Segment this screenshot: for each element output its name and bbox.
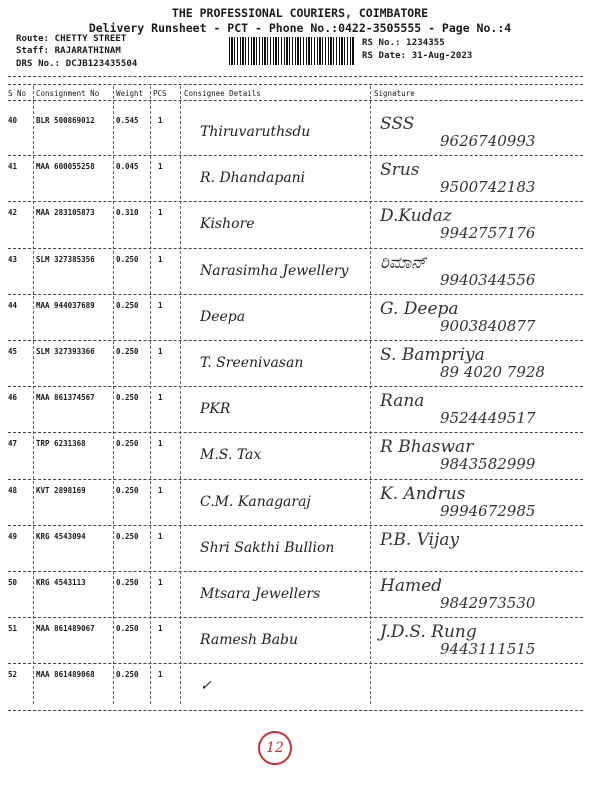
row-weight: 0.250: [116, 670, 139, 680]
row-weight: 0.045: [116, 162, 139, 172]
rs-date-label: RS Date:: [362, 51, 407, 61]
row-divider: [8, 386, 583, 387]
company-title: THE PROFESSIONAL COURIERS, COIMBATORE: [171, 6, 429, 20]
row-weight: 0.250: [116, 485, 139, 495]
row-sno: 50: [8, 578, 18, 587]
row-phone-handwritten: 9994672985: [440, 501, 536, 520]
row-divider: [8, 340, 583, 341]
row-consignee-handwritten: Ramesh Babu: [200, 632, 299, 649]
row-phone-handwritten: 9940344556: [440, 270, 536, 289]
row-consignment-no: MAA 944037689: [36, 300, 95, 310]
col-sno: S No: [8, 89, 27, 98]
row-divider: [8, 571, 583, 572]
row-signature-handwritten: J.D.S. Rung: [380, 622, 477, 643]
row-pcs: 1: [158, 624, 163, 634]
col-pcs: PCS: [153, 89, 167, 98]
row-signature-handwritten: Hamed: [380, 576, 443, 596]
row-consignment-no: SLM 327385356: [36, 254, 95, 264]
row-divider: [8, 525, 583, 526]
row-pcs: 1: [158, 485, 163, 495]
rs-date-value: 31-Aug-2023: [411, 51, 473, 61]
route-label: Route:: [16, 34, 50, 44]
table-row: [0, 343, 600, 389]
row-phone-handwritten: 9942757176: [440, 224, 536, 243]
runsheet-subtitle: Delivery Runsheet - PCT - Phone No.:0422-3505555 - Page No.:4: [88, 21, 512, 35]
header-divider-2: [8, 84, 583, 85]
header-divider: [8, 76, 583, 77]
table-row: [0, 620, 600, 666]
table-row: [0, 251, 600, 297]
row-signature-handwritten: G. Deepa: [380, 298, 459, 319]
rs-no-line: [362, 38, 445, 48]
row-signature-handwritten: D.Kudaz: [380, 206, 452, 227]
route-line: [16, 34, 126, 44]
row-consignee-handwritten: T. Sreenivasan: [200, 355, 304, 371]
row-pcs: 1: [158, 300, 163, 310]
row-signature-handwritten: R Bhaswar: [380, 437, 474, 458]
row-consignment-no: MAA 600055258: [36, 162, 95, 172]
row-pcs: 1: [158, 208, 163, 218]
table-row: [0, 112, 600, 158]
row-consignee-handwritten: Thiruvaruthsdu: [200, 124, 311, 140]
row-weight: 0.310: [116, 208, 139, 218]
row-sno: 42: [8, 208, 18, 218]
row-weight: 0.545: [116, 116, 139, 125]
row-divider: [8, 479, 583, 480]
col-signature: Signature: [374, 89, 415, 98]
row-signature-handwritten: ರಿಮಾನ್: [380, 252, 427, 273]
row-sno: 49: [8, 531, 18, 541]
row-sno: 45: [8, 347, 18, 356]
row-phone-handwritten: 89 4020 7928: [440, 363, 545, 381]
row-consignee-handwritten: R. Dhandapani: [200, 170, 306, 187]
table-row: [0, 297, 600, 343]
row-sno: 40: [8, 116, 18, 125]
col-weight: Weight: [116, 89, 144, 98]
row-consignee-handwritten: C.M. Kanagaraj: [200, 493, 311, 510]
row-pcs: 1: [158, 393, 163, 403]
table-row: [0, 666, 600, 712]
row-consignee-handwritten: Mtsara Jewellers: [200, 586, 321, 602]
row-consignee-handwritten: Deepa: [200, 308, 246, 325]
row-sno: 52: [8, 670, 18, 680]
row-sno: 47: [8, 439, 18, 449]
row-signature-handwritten: Rana: [380, 391, 425, 412]
row-pcs: 1: [158, 670, 163, 680]
row-pcs: 1: [158, 347, 163, 356]
row-weight: 0.250: [116, 624, 139, 634]
row-sno: 51: [8, 624, 18, 634]
row-signature-handwritten: P.B. Vijay: [380, 529, 460, 550]
row-phone-handwritten: 9843582999: [440, 455, 536, 474]
row-consignment-no: MAA 283105873: [36, 208, 95, 218]
drs-line: [16, 59, 137, 69]
row-pcs: 1: [158, 439, 163, 449]
row-consignment-no: BLR 500869012: [36, 116, 95, 125]
row-pcs: 1: [158, 531, 163, 541]
table-row: [0, 158, 600, 204]
row-phone-handwritten: 9443111515: [440, 640, 536, 659]
page-mark: 12: [258, 731, 292, 765]
row-consignee-handwritten: Narasimha Jewellery: [200, 262, 349, 279]
row-consignment-no: KRG 4543094: [36, 531, 86, 541]
table-row: [0, 574, 600, 620]
row-pcs: 1: [158, 162, 163, 172]
staff-value: RAJARATHINAM: [54, 46, 121, 56]
table-row: [0, 389, 600, 435]
row-consignee-handwritten: ✓: [200, 678, 212, 695]
rs-no-label: RS No.:: [362, 38, 401, 48]
row-consignment-no: TRP 6231368: [36, 439, 86, 449]
row-divider: [8, 663, 583, 664]
staff-line: [16, 46, 121, 56]
rs-date-line: [362, 51, 472, 61]
rs-no-value: 1234355: [406, 38, 445, 48]
drs-value: DCJB123435504: [65, 59, 138, 69]
row-consignee-handwritten: M.S. Tax: [200, 447, 262, 464]
row-pcs: 1: [158, 578, 163, 587]
row-divider: [8, 617, 583, 618]
row-weight: 0.250: [116, 393, 139, 403]
row-consignee-handwritten: Shri Sakthi Bullion: [200, 539, 335, 556]
row-divider: [8, 201, 583, 202]
row-signature-handwritten: Srus: [380, 160, 420, 181]
table-row: [0, 435, 600, 481]
row-consignee-handwritten: Kishore: [200, 216, 255, 233]
row-weight: 0.250: [116, 578, 139, 587]
row-phone-handwritten: 9500742183: [440, 178, 536, 197]
row-consignment-no: KRG 4543113: [36, 578, 86, 587]
column-header-divider: [8, 100, 583, 101]
table-row: [0, 482, 600, 528]
row-sno: 46: [8, 393, 18, 403]
row-consignment-no: KVT 2898169: [36, 485, 86, 495]
row-phone-handwritten: 9626740993: [440, 132, 536, 150]
row-weight: 0.250: [116, 531, 139, 541]
row-weight: 0.250: [116, 347, 139, 356]
col-consignment: Consignment No: [36, 89, 100, 98]
row-consignment-no: MAA 861489067: [36, 624, 95, 634]
row-consignment-no: SLM 327393366: [36, 347, 95, 356]
col-consignee: Consignee Details: [184, 89, 261, 98]
row-phone-handwritten: 9003840877: [440, 316, 536, 335]
row-divider: [8, 432, 583, 433]
row-divider: [8, 248, 583, 249]
row-sno: 48: [8, 485, 18, 495]
row-sno: 41: [8, 162, 18, 172]
row-sno: 43: [8, 254, 18, 264]
footer-divider: [8, 710, 583, 711]
row-signature-handwritten: K. Andrus: [380, 483, 466, 504]
row-consignment-no: MAA 861489068: [36, 670, 95, 680]
drs-label: DRS No.:: [16, 59, 61, 69]
row-consignee-handwritten: PKR: [200, 401, 231, 418]
row-phone-handwritten: 9524449517: [440, 409, 536, 428]
row-weight: 0.250: [116, 439, 139, 449]
row-weight: 0.250: [116, 300, 139, 310]
row-signature-handwritten: SSS: [380, 114, 415, 134]
route-value: CHETTY STREET: [54, 34, 127, 44]
row-signature-handwritten: S. Bampriya: [380, 345, 485, 365]
table-row: [0, 528, 600, 574]
row-pcs: 1: [158, 116, 163, 125]
row-divider: [8, 294, 583, 295]
row-consignment-no: MAA 861374567: [36, 393, 95, 403]
row-pcs: 1: [158, 254, 163, 264]
staff-label: Staff:: [16, 46, 50, 56]
barcode-image: [229, 37, 354, 65]
row-divider: [8, 155, 583, 156]
table-row: [0, 204, 600, 250]
row-sno: 44: [8, 300, 18, 310]
row-weight: 0.250: [116, 254, 139, 264]
row-phone-handwritten: 9842973530: [440, 594, 536, 612]
